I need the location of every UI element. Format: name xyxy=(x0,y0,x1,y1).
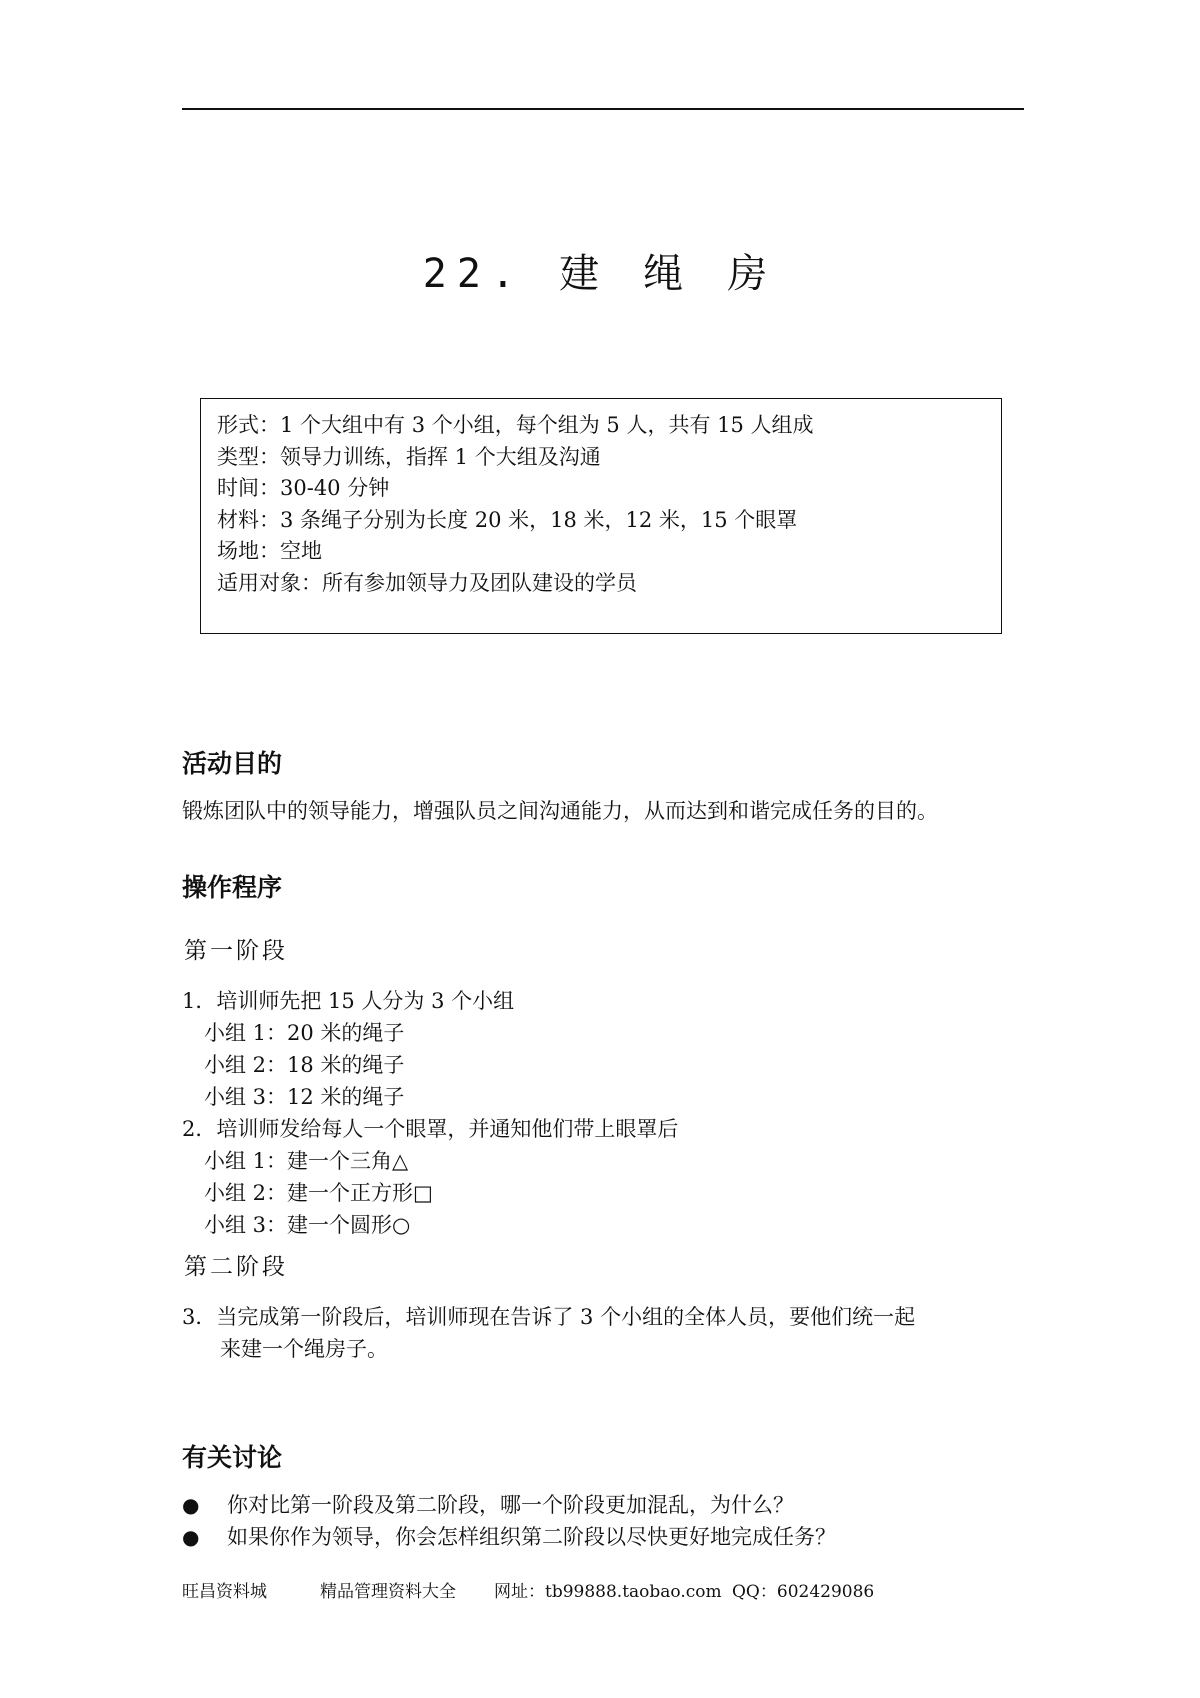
stage2-heading: 第二阶段 xyxy=(184,1254,288,1280)
discussion-heading: 有关讨论 xyxy=(182,1443,283,1472)
info-audience: 适用对象：所有参加领导力及团队建设的学员 xyxy=(217,570,637,595)
bullet-icon: ● xyxy=(182,1525,200,1549)
info-materials: 材料：3 条绳子分别为长度 20 米，18 米，12 米，15 个眼罩 xyxy=(217,507,798,532)
discussion-item-text: 如果你作为领导，你会怎样组织第二阶段以尽快更好地完成任务？ xyxy=(227,1525,836,1549)
footer-qq: QQ：602429086 xyxy=(732,1582,875,1602)
step-1-item: 小组 2：18 米的绳子 xyxy=(204,1053,405,1077)
step-2: 2．培训师发给每人一个眼罩，并通知他们带上眼罩后 xyxy=(182,1117,679,1141)
step-3: 3．当完成第一阶段后，培训师现在告诉了 3 个小组的全体人员，要他们统一起 xyxy=(182,1305,916,1329)
info-type: 类型：领导力训练，指挥 1 个大组及沟通 xyxy=(217,444,601,469)
page-title: 22. 建 绳 房 xyxy=(422,251,778,297)
header-rule xyxy=(182,108,1024,110)
step-2-item: 小组 3：建一个圆形○ xyxy=(204,1213,411,1237)
step-2-item: 小组 2：建一个正方形□ xyxy=(204,1181,433,1205)
footer-shop: 旺昌资料城 xyxy=(182,1582,267,1602)
step-1: 1．培训师先把 15 人分为 3 个小组 xyxy=(182,989,515,1013)
step-2-item: 小组 1：建一个三角△ xyxy=(204,1149,409,1173)
step-3-continued: 来建一个绳房子。 xyxy=(220,1337,388,1361)
info-time: 时间：30-40 分钟 xyxy=(217,476,390,500)
step-1-item: 小组 1：20 米的绳子 xyxy=(204,1021,405,1045)
stage1-heading: 第一阶段 xyxy=(184,938,288,964)
purpose-heading: 活动目的 xyxy=(182,749,283,778)
step-1-item: 小组 3：12 米的绳子 xyxy=(204,1085,405,1109)
footer-website: 网址：tb99888.taobao.com xyxy=(494,1582,722,1602)
purpose-text: 锻炼团队中的领导能力，增强队员之间沟通能力，从而达到和谐完成任务的目的。 xyxy=(182,799,938,823)
bullet-icon: ● xyxy=(182,1493,200,1517)
procedure-heading: 操作程序 xyxy=(182,873,283,902)
footer-slogan: 精品管理资料大全 xyxy=(320,1582,456,1602)
discussion-item xyxy=(182,1490,794,1521)
info-venue: 场地：空地 xyxy=(217,539,322,563)
discussion-item-text: 你对比第一阶段及第二阶段，哪一个阶段更加混乱，为什么？ xyxy=(227,1493,794,1517)
discussion-item xyxy=(182,1522,836,1553)
activity-info-box xyxy=(200,398,1002,634)
info-format: 形式：1 个大组中有 3 个小组，每个组为 5 人，共有 15 人组成 xyxy=(217,413,814,437)
